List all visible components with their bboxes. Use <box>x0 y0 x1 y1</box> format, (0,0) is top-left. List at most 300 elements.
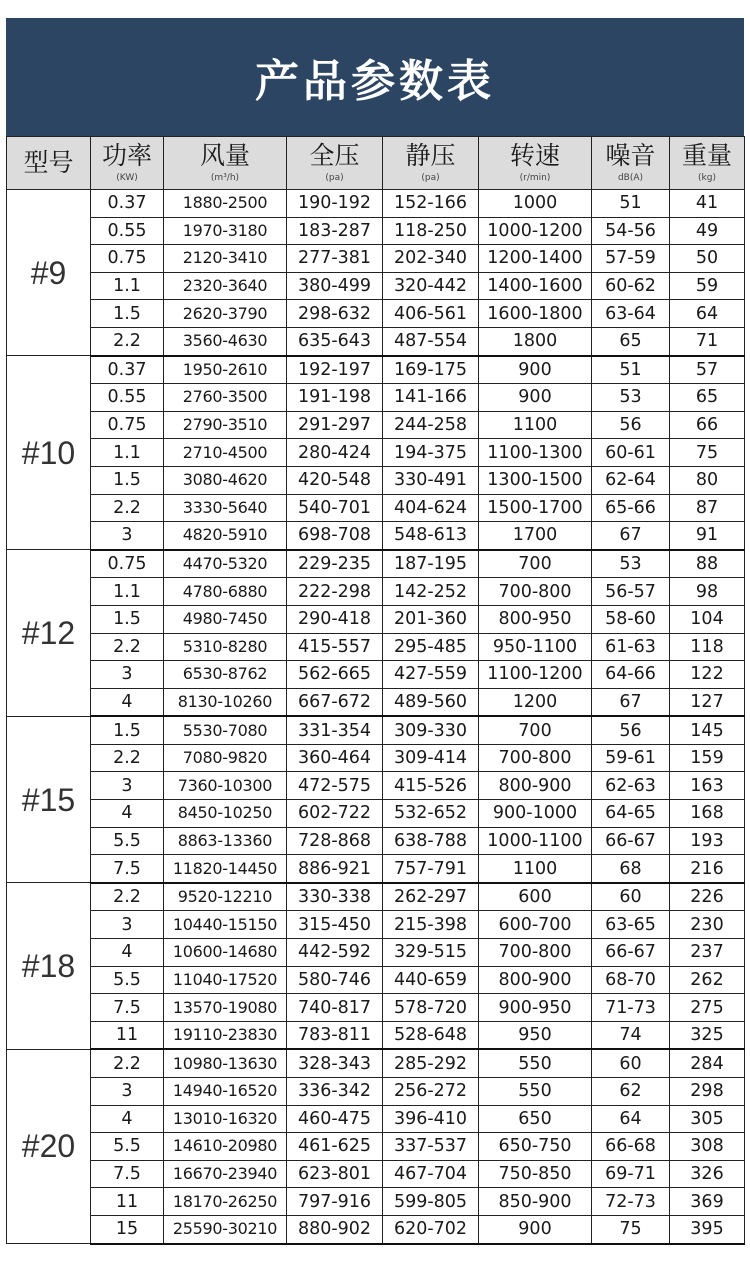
header-unit: (pa) <box>325 173 344 183</box>
power-cell: 1.1 <box>91 578 164 606</box>
static-pressure-cell: 194-375 <box>383 439 479 467</box>
noise-cell: 56 <box>592 411 670 439</box>
table-row <box>7 688 745 716</box>
header-unit: dB(A) <box>617 173 644 183</box>
column-header-model <box>7 137 91 190</box>
airflow-cell: 2710-4500 <box>164 439 287 467</box>
speed-cell: 1200-1400 <box>479 245 592 273</box>
speed-cell: 800-900 <box>479 966 592 994</box>
table-row <box>7 522 745 550</box>
total-pressure-cell: 191-198 <box>287 384 383 412</box>
table-row <box>7 1188 745 1216</box>
static-pressure-cell: 528-648 <box>383 1021 479 1049</box>
airflow-cell: 7080-9820 <box>164 744 287 772</box>
weight-cell: 49 <box>670 217 745 245</box>
airflow-cell: 1880-2500 <box>164 190 287 218</box>
header-label: 静压 <box>405 141 456 170</box>
table-row <box>7 190 745 218</box>
airflow-cell: 8450-10250 <box>164 800 287 828</box>
total-pressure-cell: 328-343 <box>287 1049 383 1077</box>
speed-cell: 1100-1300 <box>479 439 592 467</box>
power-cell: 7.5 <box>91 1160 164 1188</box>
weight-cell: 230 <box>670 911 745 939</box>
noise-cell: 58-60 <box>592 605 670 633</box>
total-pressure-cell: 291-297 <box>287 411 383 439</box>
power-cell: 4 <box>91 688 164 716</box>
table-row <box>7 1049 745 1077</box>
total-pressure-cell: 331-354 <box>287 716 383 744</box>
table-row <box>7 827 745 855</box>
airflow-cell: 3330-5640 <box>164 494 287 522</box>
static-pressure-cell: 215-398 <box>383 911 479 939</box>
power-cell: 3 <box>91 772 164 800</box>
power-cell: 0.75 <box>91 245 164 273</box>
static-pressure-cell: 404-624 <box>383 494 479 522</box>
total-pressure-cell: 461-625 <box>287 1133 383 1161</box>
noise-cell: 65-66 <box>592 494 670 522</box>
noise-cell: 51 <box>592 190 670 218</box>
airflow-cell: 10980-13630 <box>164 1049 287 1077</box>
speed-cell: 1600-1800 <box>479 300 592 328</box>
airflow-cell: 5310-8280 <box>164 633 287 661</box>
weight-cell: 284 <box>670 1049 745 1077</box>
airflow-cell: 3560-4630 <box>164 327 287 355</box>
power-cell: 1.5 <box>91 466 164 494</box>
power-cell: 2.2 <box>91 494 164 522</box>
total-pressure-cell: 472-575 <box>287 772 383 800</box>
weight-cell: 88 <box>670 550 745 578</box>
power-cell: 1.5 <box>91 716 164 744</box>
speed-cell: 700-800 <box>479 578 592 606</box>
total-pressure-cell: 886-921 <box>287 855 383 883</box>
static-pressure-cell: 467-704 <box>383 1160 479 1188</box>
speed-cell: 700-800 <box>479 939 592 967</box>
speed-cell: 1100 <box>479 411 592 439</box>
static-pressure-cell: 440-659 <box>383 966 479 994</box>
table-header <box>7 137 745 190</box>
speed-cell: 1200 <box>479 688 592 716</box>
static-pressure-cell: 169-175 <box>383 356 479 384</box>
static-pressure-cell: 309-330 <box>383 716 479 744</box>
total-pressure-cell: 728-868 <box>287 827 383 855</box>
weight-cell: 193 <box>670 827 745 855</box>
weight-cell: 308 <box>670 1133 745 1161</box>
table-row <box>7 439 745 467</box>
noise-cell: 68 <box>592 855 670 883</box>
power-cell: 7.5 <box>91 855 164 883</box>
weight-cell: 91 <box>670 522 745 550</box>
static-pressure-cell: 487-554 <box>383 327 479 355</box>
header-label: 重量 <box>681 141 732 170</box>
total-pressure-cell: 336-342 <box>287 1078 383 1106</box>
total-pressure-cell: 229-235 <box>287 550 383 578</box>
header-unit: (kg) <box>698 173 716 183</box>
table-row <box>7 466 745 494</box>
speed-cell: 800-900 <box>479 772 592 800</box>
model-cell: #9 <box>7 190 91 356</box>
model-cell: #10 <box>7 356 91 550</box>
power-cell: 5.5 <box>91 1133 164 1161</box>
weight-cell: 50 <box>670 245 745 273</box>
total-pressure-cell: 415-557 <box>287 633 383 661</box>
static-pressure-cell: 309-414 <box>383 744 479 772</box>
speed-cell: 1100-1200 <box>479 661 592 689</box>
noise-cell: 69-71 <box>592 1160 670 1188</box>
column-header-static-pressure <box>383 137 479 190</box>
weight-cell: 127 <box>670 688 745 716</box>
model-cell: #18 <box>7 883 91 1050</box>
static-pressure-cell: 330-491 <box>383 466 479 494</box>
speed-cell: 550 <box>479 1078 592 1106</box>
table-row <box>7 911 745 939</box>
speed-cell: 1000 <box>479 190 592 218</box>
speed-cell: 750-850 <box>479 1160 592 1188</box>
noise-cell: 65 <box>592 327 670 355</box>
airflow-cell: 2790-3510 <box>164 411 287 439</box>
noise-cell: 72-73 <box>592 1188 670 1216</box>
speed-cell: 900 <box>479 1215 592 1243</box>
table-row <box>7 966 745 994</box>
static-pressure-cell: 489-560 <box>383 688 479 716</box>
table-row <box>7 605 745 633</box>
table-row <box>7 744 745 772</box>
table-row <box>7 300 745 328</box>
weight-cell: 80 <box>670 466 745 494</box>
weight-cell: 226 <box>670 883 745 911</box>
noise-cell: 62 <box>592 1078 670 1106</box>
total-pressure-cell: 380-499 <box>287 272 383 300</box>
weight-cell: 66 <box>670 411 745 439</box>
header-label: 转速 <box>509 141 560 170</box>
airflow-cell: 1970-3180 <box>164 217 287 245</box>
airflow-cell: 2320-3640 <box>164 272 287 300</box>
power-cell: 11 <box>91 1021 164 1049</box>
speed-cell: 950-1100 <box>479 633 592 661</box>
weight-cell: 305 <box>670 1105 745 1133</box>
table-row <box>7 772 745 800</box>
table-row <box>7 883 745 911</box>
speed-cell: 650 <box>479 1105 592 1133</box>
weight-cell: 75 <box>670 439 745 467</box>
model-cell: #12 <box>7 550 91 717</box>
power-cell: 1.1 <box>91 272 164 300</box>
speed-cell: 550 <box>479 1049 592 1077</box>
header-label: 功率 <box>101 141 152 170</box>
table-row <box>7 800 745 828</box>
airflow-cell: 25590-30210 <box>164 1215 287 1243</box>
noise-cell: 71-73 <box>592 994 670 1022</box>
weight-cell: 325 <box>670 1021 745 1049</box>
airflow-cell: 6530-8762 <box>164 661 287 689</box>
table-row <box>7 578 745 606</box>
table-row <box>7 1160 745 1188</box>
header-row <box>7 137 745 190</box>
speed-cell: 900 <box>479 384 592 412</box>
total-pressure-cell: 280-424 <box>287 439 383 467</box>
table-row <box>7 633 745 661</box>
power-cell: 0.55 <box>91 217 164 245</box>
noise-cell: 64-66 <box>592 661 670 689</box>
power-cell: 1.1 <box>91 439 164 467</box>
noise-cell: 63-64 <box>592 300 670 328</box>
speed-cell: 700 <box>479 550 592 578</box>
speed-cell: 1800 <box>479 327 592 355</box>
power-cell: 3 <box>91 1078 164 1106</box>
table-row <box>7 716 745 744</box>
noise-cell: 68-70 <box>592 966 670 994</box>
static-pressure-cell: 427-559 <box>383 661 479 689</box>
airflow-cell: 5530-7080 <box>164 716 287 744</box>
header-label: 全压 <box>309 141 360 170</box>
column-header-power <box>91 137 164 190</box>
power-cell: 2.2 <box>91 883 164 911</box>
airflow-cell: 8130-10260 <box>164 688 287 716</box>
noise-cell: 66-67 <box>592 827 670 855</box>
noise-cell: 66-67 <box>592 939 670 967</box>
static-pressure-cell: 256-272 <box>383 1078 479 1106</box>
table-row <box>7 411 745 439</box>
weight-cell: 298 <box>670 1078 745 1106</box>
speed-cell: 1100 <box>479 855 592 883</box>
weight-cell: 64 <box>670 300 745 328</box>
total-pressure-cell: 190-192 <box>287 190 383 218</box>
speed-cell: 1000-1100 <box>479 827 592 855</box>
airflow-cell: 2760-3500 <box>164 384 287 412</box>
weight-cell: 71 <box>670 327 745 355</box>
static-pressure-cell: 202-340 <box>383 245 479 273</box>
noise-cell: 60-61 <box>592 439 670 467</box>
noise-cell: 61-63 <box>592 633 670 661</box>
power-cell: 0.75 <box>91 411 164 439</box>
speed-cell: 900-950 <box>479 994 592 1022</box>
noise-cell: 75 <box>592 1215 670 1243</box>
total-pressure-cell: 580-746 <box>287 966 383 994</box>
table-row <box>7 384 745 412</box>
noise-cell: 74 <box>592 1021 670 1049</box>
airflow-cell: 14610-20980 <box>164 1133 287 1161</box>
header-label: 型号 <box>23 148 74 177</box>
speed-cell: 950 <box>479 1021 592 1049</box>
table-row <box>7 327 745 355</box>
static-pressure-cell: 415-526 <box>383 772 479 800</box>
airflow-cell: 11820-14450 <box>164 855 287 883</box>
total-pressure-cell: 667-672 <box>287 688 383 716</box>
static-pressure-cell: 757-791 <box>383 855 479 883</box>
page-title: 产品参数表 <box>255 56 495 107</box>
airflow-cell: 4780-6880 <box>164 578 287 606</box>
power-cell: 1.5 <box>91 605 164 633</box>
speed-cell: 700-800 <box>479 744 592 772</box>
noise-cell: 63-65 <box>592 911 670 939</box>
power-cell: 4 <box>91 800 164 828</box>
weight-cell: 145 <box>670 716 745 744</box>
power-cell: 11 <box>91 1188 164 1216</box>
total-pressure-cell: 635-643 <box>287 327 383 355</box>
weight-cell: 237 <box>670 939 745 967</box>
noise-cell: 51 <box>592 356 670 384</box>
table-row <box>7 1133 745 1161</box>
weight-cell: 262 <box>670 966 745 994</box>
table-row <box>7 272 745 300</box>
static-pressure-cell: 141-166 <box>383 384 479 412</box>
airflow-cell: 9520-12210 <box>164 883 287 911</box>
model-cell: #15 <box>7 716 91 883</box>
noise-cell: 60 <box>592 1049 670 1077</box>
static-pressure-cell: 329-515 <box>383 939 479 967</box>
static-pressure-cell: 285-292 <box>383 1049 479 1077</box>
total-pressure-cell: 602-722 <box>287 800 383 828</box>
column-header-noise <box>592 137 670 190</box>
static-pressure-cell: 620-702 <box>383 1215 479 1243</box>
noise-cell: 64 <box>592 1105 670 1133</box>
weight-cell: 163 <box>670 772 745 800</box>
power-cell: 4 <box>91 1105 164 1133</box>
airflow-cell: 4980-7450 <box>164 605 287 633</box>
power-cell: 5.5 <box>91 966 164 994</box>
weight-cell: 168 <box>670 800 745 828</box>
noise-cell: 56-57 <box>592 578 670 606</box>
table-row <box>7 494 745 522</box>
power-cell: 15 <box>91 1215 164 1243</box>
parameter-table <box>6 136 745 1245</box>
column-header-airflow <box>164 137 287 190</box>
weight-cell: 216 <box>670 855 745 883</box>
total-pressure-cell: 192-197 <box>287 356 383 384</box>
speed-cell: 1000-1200 <box>479 217 592 245</box>
airflow-cell: 8863-13360 <box>164 827 287 855</box>
header-label: 噪音 <box>605 141 656 170</box>
power-cell: 7.5 <box>91 994 164 1022</box>
weight-cell: 59 <box>670 272 745 300</box>
total-pressure-cell: 797-916 <box>287 1188 383 1216</box>
power-cell: 0.37 <box>91 190 164 218</box>
table-row <box>7 217 745 245</box>
total-pressure-cell: 277-381 <box>287 245 383 273</box>
header-unit: (r/min) <box>519 173 551 183</box>
weight-cell: 395 <box>670 1215 745 1243</box>
static-pressure-cell: 548-613 <box>383 522 479 550</box>
total-pressure-cell: 880-902 <box>287 1215 383 1243</box>
noise-cell: 64-65 <box>592 800 670 828</box>
static-pressure-cell: 142-252 <box>383 578 479 606</box>
total-pressure-cell: 330-338 <box>287 883 383 911</box>
power-cell: 2.2 <box>91 744 164 772</box>
table-row <box>7 661 745 689</box>
airflow-cell: 2620-3790 <box>164 300 287 328</box>
static-pressure-cell: 118-250 <box>383 217 479 245</box>
table-row <box>7 994 745 1022</box>
static-pressure-cell: 578-720 <box>383 994 479 1022</box>
static-pressure-cell: 244-258 <box>383 411 479 439</box>
total-pressure-cell: 740-817 <box>287 994 383 1022</box>
power-cell: 3 <box>91 522 164 550</box>
table-row <box>7 1105 745 1133</box>
speed-cell: 1400-1600 <box>479 272 592 300</box>
weight-cell: 275 <box>670 994 745 1022</box>
airflow-cell: 2120-3410 <box>164 245 287 273</box>
speed-cell: 1500-1700 <box>479 494 592 522</box>
header-unit: (pa) <box>421 173 440 183</box>
static-pressure-cell: 532-652 <box>383 800 479 828</box>
power-cell: 5.5 <box>91 827 164 855</box>
noise-cell: 60 <box>592 883 670 911</box>
weight-cell: 118 <box>670 633 745 661</box>
power-cell: 0.37 <box>91 356 164 384</box>
static-pressure-cell: 187-195 <box>383 550 479 578</box>
noise-cell: 53 <box>592 550 670 578</box>
speed-cell: 700 <box>479 716 592 744</box>
weight-cell: 122 <box>670 661 745 689</box>
power-cell: 1.5 <box>91 300 164 328</box>
static-pressure-cell: 320-442 <box>383 272 479 300</box>
total-pressure-cell: 540-701 <box>287 494 383 522</box>
power-cell: 3 <box>91 661 164 689</box>
table-row <box>7 550 745 578</box>
noise-cell: 59-61 <box>592 744 670 772</box>
speed-cell: 900-1000 <box>479 800 592 828</box>
weight-cell: 159 <box>670 744 745 772</box>
airflow-cell: 13010-16320 <box>164 1105 287 1133</box>
total-pressure-cell: 460-475 <box>287 1105 383 1133</box>
noise-cell: 53 <box>592 384 670 412</box>
total-pressure-cell: 698-708 <box>287 522 383 550</box>
static-pressure-cell: 396-410 <box>383 1105 479 1133</box>
power-cell: 2.2 <box>91 633 164 661</box>
table-body <box>7 190 745 1244</box>
table-row <box>7 939 745 967</box>
noise-cell: 62-63 <box>592 772 670 800</box>
airflow-cell: 18170-26250 <box>164 1188 287 1216</box>
total-pressure-cell: 442-592 <box>287 939 383 967</box>
airflow-cell: 1950-2610 <box>164 356 287 384</box>
table-row <box>7 245 745 273</box>
static-pressure-cell: 262-297 <box>383 883 479 911</box>
total-pressure-cell: 315-450 <box>287 911 383 939</box>
speed-cell: 900 <box>479 356 592 384</box>
static-pressure-cell: 152-166 <box>383 190 479 218</box>
total-pressure-cell: 183-287 <box>287 217 383 245</box>
airflow-cell: 7360-10300 <box>164 772 287 800</box>
static-pressure-cell: 295-485 <box>383 633 479 661</box>
airflow-cell: 16670-23940 <box>164 1160 287 1188</box>
static-pressure-cell: 201-360 <box>383 605 479 633</box>
weight-cell: 65 <box>670 384 745 412</box>
speed-cell: 1300-1500 <box>479 466 592 494</box>
power-cell: 3 <box>91 911 164 939</box>
static-pressure-cell: 638-788 <box>383 827 479 855</box>
speed-cell: 850-900 <box>479 1188 592 1216</box>
total-pressure-cell: 420-548 <box>287 466 383 494</box>
model-cell: #20 <box>7 1049 91 1243</box>
weight-cell: 57 <box>670 356 745 384</box>
speed-cell: 800-950 <box>479 605 592 633</box>
weight-cell: 87 <box>670 494 745 522</box>
noise-cell: 54-56 <box>592 217 670 245</box>
table-row <box>7 1021 745 1049</box>
static-pressure-cell: 337-537 <box>383 1133 479 1161</box>
column-header-weight <box>670 137 745 190</box>
static-pressure-cell: 599-805 <box>383 1188 479 1216</box>
total-pressure-cell: 623-801 <box>287 1160 383 1188</box>
noise-cell: 56 <box>592 716 670 744</box>
airflow-cell: 10600-14680 <box>164 939 287 967</box>
weight-cell: 104 <box>670 605 745 633</box>
column-header-speed <box>479 137 592 190</box>
airflow-cell: 4820-5910 <box>164 522 287 550</box>
noise-cell: 57-59 <box>592 245 670 273</box>
total-pressure-cell: 360-464 <box>287 744 383 772</box>
noise-cell: 62-64 <box>592 466 670 494</box>
